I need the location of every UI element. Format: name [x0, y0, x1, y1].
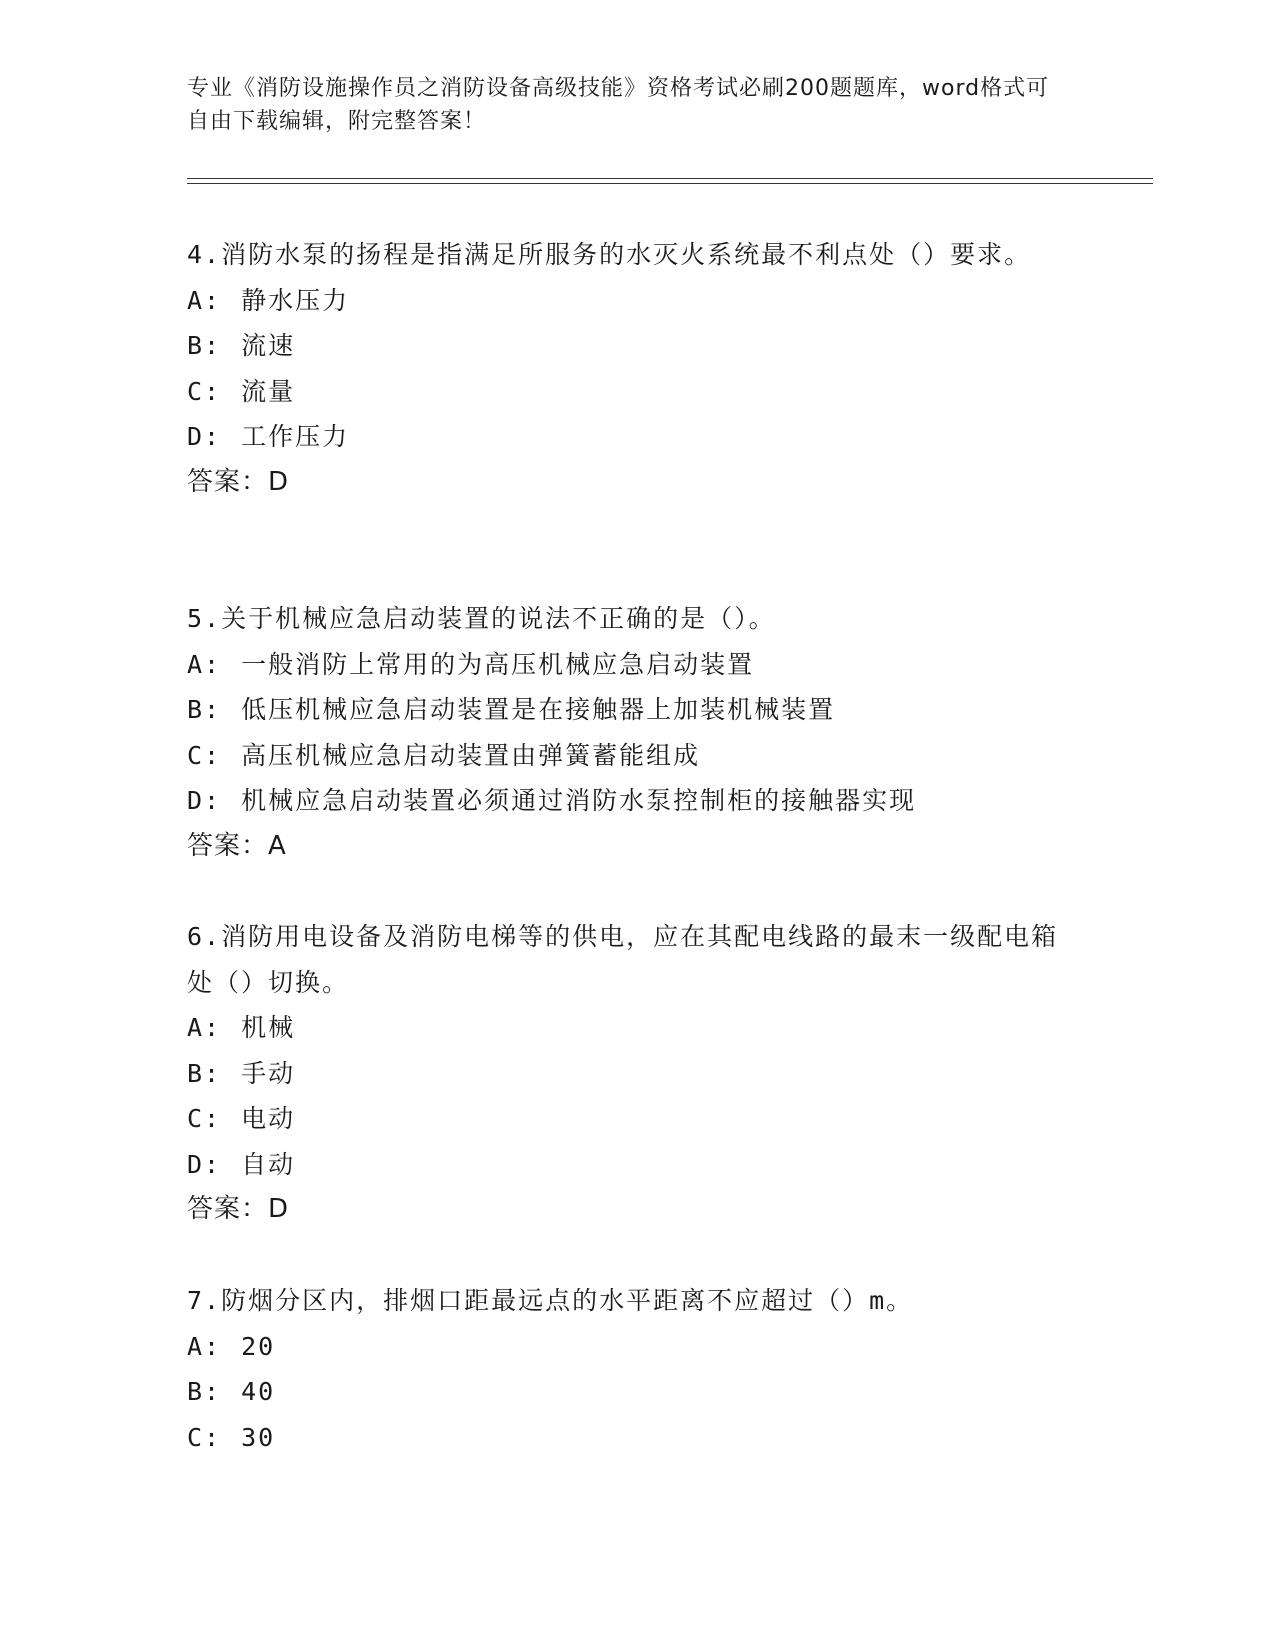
option-text: 30: [241, 1422, 276, 1452]
question-4: [187, 232, 1067, 505]
option-a: [187, 642, 1067, 688]
option-text: 静水压力: [241, 285, 350, 315]
option-key: B:: [187, 1058, 222, 1088]
question-stem: 6.消防用电设备及消防电梯等的供电，应在其配电线路的最末一级配电箱处（）切换。: [187, 922, 1059, 997]
option-key: B:: [187, 695, 222, 724]
option-b: [187, 687, 1067, 733]
question-stem: 4.消防水泵的扬程是指满足所服务的水灭火系统最不利点处（）要求。: [187, 240, 1032, 269]
question-stem: 5.关于机械应急启动装置的说法不正确的是（）。: [187, 604, 776, 633]
option-text: 流量: [241, 376, 296, 406]
option-key: C:: [187, 1104, 222, 1133]
option-b: [187, 323, 1067, 369]
option-text: 电动: [241, 1104, 296, 1133]
option-text: 机械: [241, 1013, 296, 1042]
option-d: [187, 778, 1067, 824]
question-stem: 7.防烟分区内，排烟口距最远点的水平距离不应超过（）m。: [187, 1286, 914, 1315]
answer-line: 答案：D: [187, 1194, 290, 1224]
option-key: D:: [187, 1149, 222, 1179]
option-text: 40: [241, 1377, 276, 1406]
option-a: [187, 1005, 1067, 1051]
option-c: [187, 1415, 1067, 1461]
option-key: A:: [187, 1013, 222, 1042]
option-key: A:: [187, 1331, 222, 1361]
option-text: 流速: [241, 331, 296, 360]
question-6: [187, 914, 1067, 1233]
document-header: 专业《消防设施操作员之消防设备高级技能》资格考试必刷200题题库，word格式可自由下载编辑，附完整答案！: [187, 76, 1050, 134]
option-d: [187, 414, 1067, 460]
question-7: [187, 1278, 1067, 1460]
header-divider-bottom: [187, 183, 1153, 184]
header-divider-top: [187, 178, 1153, 179]
option-b: [187, 1051, 1067, 1097]
option-key: B:: [187, 331, 222, 360]
option-text: 20: [241, 1331, 276, 1361]
answer-line: 答案：A: [187, 830, 287, 861]
option-key: A:: [187, 649, 222, 679]
question-5: [187, 596, 1067, 869]
option-key: C:: [187, 740, 222, 770]
option-key: D:: [187, 786, 222, 815]
option-key: C:: [187, 376, 222, 406]
option-text: 一般消防上常用的为高压机械应急启动装置: [241, 649, 755, 679]
option-key: D:: [187, 422, 222, 451]
option-c: [187, 369, 1067, 415]
option-d: [187, 1142, 1067, 1188]
option-a: [187, 278, 1067, 324]
option-text: 工作压力: [241, 422, 350, 451]
option-c: [187, 1096, 1067, 1142]
option-text: 低压机械应急启动装置是在接触器上加装机械装置: [241, 695, 836, 724]
option-key: B:: [187, 1377, 222, 1406]
option-text: 机械应急启动装置必须通过消防水泵控制柜的接触器实现: [241, 786, 917, 815]
option-text: 自动: [241, 1149, 296, 1179]
option-key: A:: [187, 285, 222, 315]
option-c: [187, 733, 1067, 779]
option-key: C:: [187, 1422, 222, 1452]
option-a: [187, 1324, 1067, 1370]
answer-line: 答案：D: [187, 466, 290, 497]
option-b: [187, 1369, 1067, 1415]
option-text: 高压机械应急启动装置由弹簧蓄能组成: [241, 740, 701, 770]
option-text: 手动: [241, 1058, 296, 1088]
